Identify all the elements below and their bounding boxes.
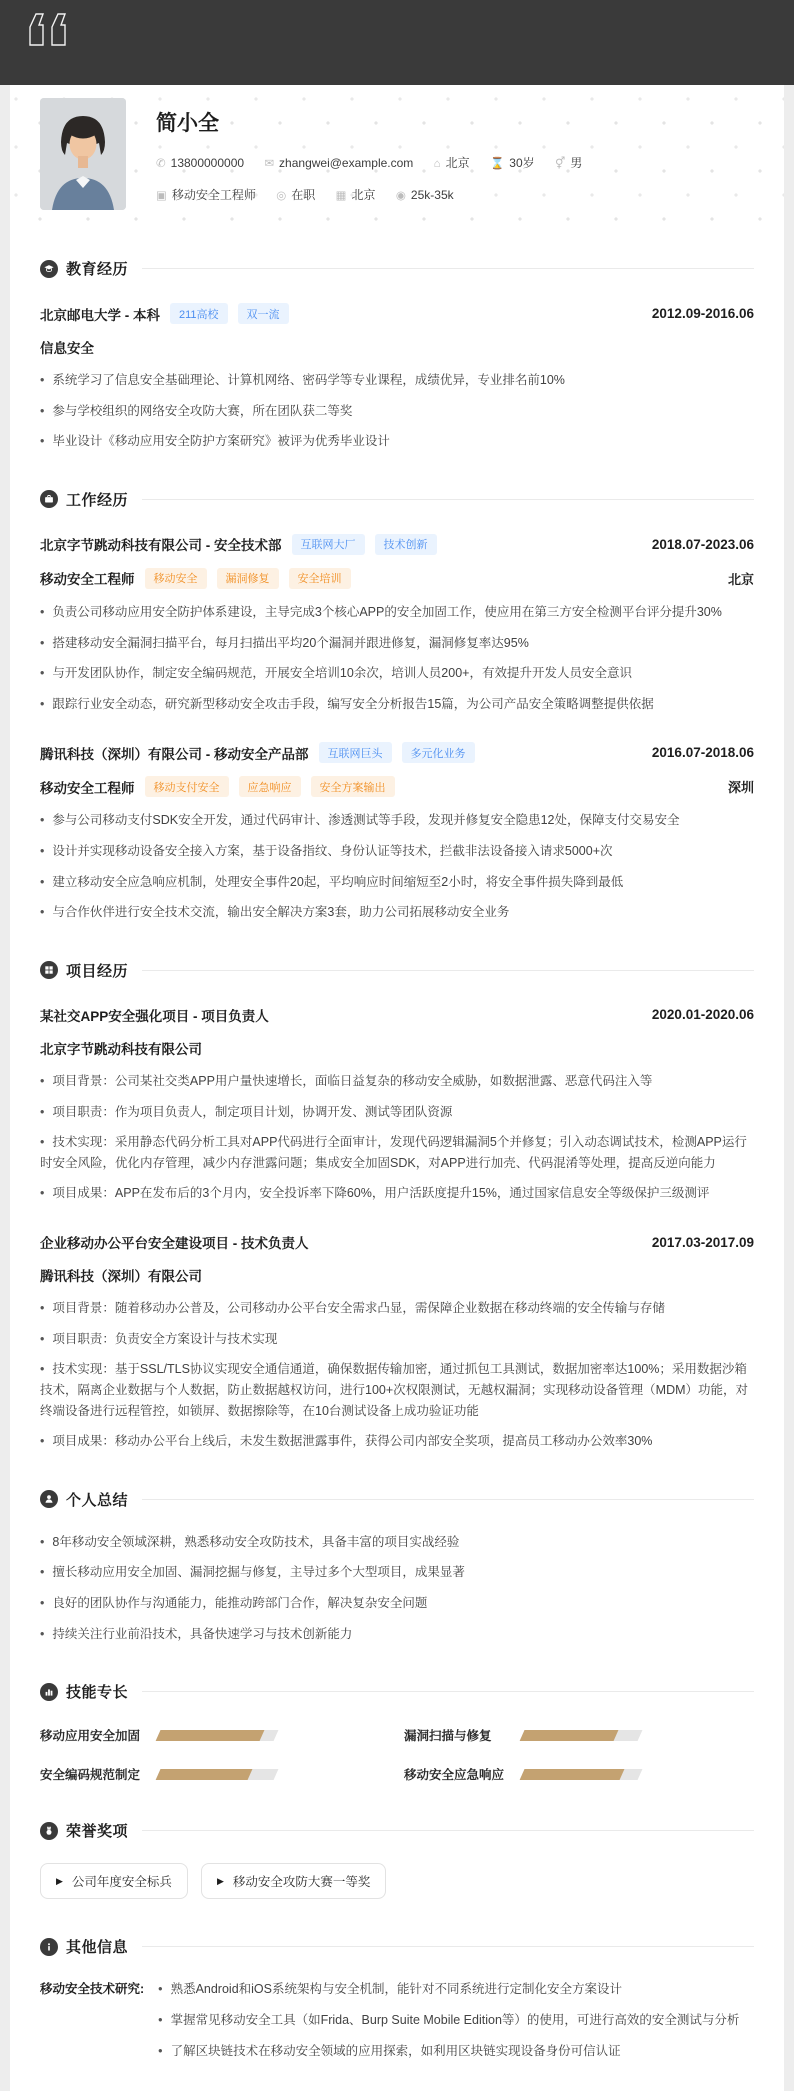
- contact-email: ✉ zhangwei@example.com: [264, 156, 414, 170]
- work-bullets: [40, 810, 754, 923]
- bullet-dot: •: [40, 635, 45, 650]
- job-title: 移动安全工程师: [40, 572, 135, 588]
- other-info-label: 移动安全技术研究:: [40, 1982, 145, 1997]
- section-divider: [142, 1830, 754, 1831]
- bullet-dot: •: [40, 874, 45, 889]
- section-title: 教育经历: [66, 261, 129, 278]
- bullet-dot: •: [158, 2012, 163, 2027]
- bullet-dot: •: [40, 434, 45, 449]
- section-header: [40, 960, 754, 981]
- quote-icon: [25, 12, 71, 55]
- skill-bar: [520, 1769, 643, 1780]
- top-dark-band: [0, 0, 794, 85]
- contact-salary: ◉ 25k-35k: [395, 188, 454, 202]
- phone-icon: ✆: [156, 158, 166, 170]
- section-header: [40, 1681, 754, 1702]
- role-tag: 移动支付安全: [145, 776, 229, 797]
- section-other: [40, 1936, 754, 2061]
- project-grid-icon: [40, 961, 58, 979]
- section-divider: [142, 1946, 754, 1947]
- skill-item: [404, 1726, 740, 1744]
- skill-bar: [156, 1730, 279, 1741]
- hero-section: [10, 85, 784, 240]
- summary-bullets: [40, 1532, 754, 1645]
- bullet-dot: •: [40, 813, 45, 828]
- role-tag: 应急响应: [239, 776, 301, 797]
- contact-row-2: [156, 186, 599, 203]
- company-tag: 互联网巨头: [319, 742, 392, 763]
- skill-item: [40, 1726, 376, 1744]
- bullet-item: • 项目职责：负责安全方案设计与技术实现: [40, 1331, 278, 1346]
- bullet-dot: •: [40, 1073, 45, 1088]
- contact-phone: ✆ 13800000000: [156, 156, 245, 170]
- skill-item: [40, 1765, 376, 1783]
- bullet-item: • 负责公司移动应用安全防护体系建设，主导完成3个核心APP的安全加固工作，使应用在第三方安全检测平台评分提升30%: [40, 604, 722, 619]
- education-icon: [40, 260, 58, 278]
- section-header: [40, 1820, 754, 1841]
- section-title: 技能专长: [66, 1684, 129, 1702]
- bullet-item: • 技术实现：基于SSL/TLS协议实现安全通信通道，确保数据传输加密，通过抓包工具测试，数据加密率达100%；采用数据沙箱技术，隔离企业数据与个人数据，防止数据越权访问，进行100+次权限测试，无越权漏洞；实现移动设备管理（MDM）功能，对终端设备进行远程管控，如锁屏、数据擦除等，在10台测试设备上成功验证功能: [40, 1362, 749, 1418]
- skills-grid: [40, 1726, 754, 1783]
- skill-bar-fill: [520, 1730, 619, 1741]
- company-name: 北京字节跳动科技有限公司 - 安全技术部: [40, 538, 282, 554]
- bullet-item: • 熟悉Android和iOS系统架构与安全机制，能针对不同系统进行定制化安全方案设计: [158, 1982, 622, 1997]
- skill-bar-fill: [520, 1769, 625, 1780]
- bullet-item: • 擅长移动应用安全加固、漏洞挖掘与修复，主导过多个大型项目，成果显著: [40, 1565, 465, 1580]
- skill-label: 漏洞扫描与修复: [404, 1729, 492, 1744]
- bullet-dot: •: [40, 1565, 45, 1580]
- other-info-row: [40, 1979, 754, 2061]
- bullet-item: • 项目职责：作为项目负责人，制定项目计划，协调开发、测试等团队资源: [40, 1104, 453, 1119]
- gender-icon: ⚥: [554, 158, 566, 170]
- section-honors: [40, 1820, 754, 1899]
- mail-icon: ✉: [264, 158, 275, 170]
- bullet-item: • 参与学校组织的网络安全攻防大赛，所在团队获二等奖: [40, 403, 353, 418]
- contact-age: ⌛ 30岁: [489, 156, 535, 170]
- bullet-dot: •: [40, 696, 45, 711]
- role-tag: 移动安全: [145, 568, 207, 589]
- profile-photo: [40, 98, 126, 210]
- bullet-dot: •: [40, 1331, 45, 1346]
- bullet-dot: •: [158, 1982, 163, 1997]
- briefcase-icon: ▣: [156, 190, 167, 202]
- section-divider: [142, 268, 754, 269]
- project-company: 北京字节跳动科技有限公司: [40, 1041, 202, 1057]
- status-icon: ◎: [276, 190, 287, 202]
- section-header: [40, 258, 754, 279]
- bar-chart-icon: [40, 1683, 58, 1701]
- bullet-dot: •: [40, 403, 45, 418]
- major-name: 信息安全: [40, 341, 94, 356]
- section-divider: [142, 1691, 754, 1692]
- play-arrow-icon: ▶: [216, 1875, 224, 1886]
- bullet-item: • 持续关注行业前沿技术，具备快速学习与技术创新能力: [40, 1626, 353, 1641]
- resume-content: [10, 258, 784, 2091]
- project-company: 腾讯科技（深圳）有限公司: [40, 1269, 202, 1284]
- skill-bar-fill: [156, 1730, 265, 1741]
- section-title: 其他信息: [66, 1939, 129, 1957]
- work-entry: [40, 742, 754, 923]
- bullet-dot: •: [40, 905, 45, 920]
- section-header: [40, 1936, 754, 1957]
- contact-status: ◎ 在职: [276, 188, 316, 202]
- skill-label: 移动安全应急响应: [404, 1768, 505, 1783]
- project-entry: [40, 1005, 754, 1204]
- skill-bar-fill: [156, 1769, 253, 1780]
- education-date: 2012.09-2016.06: [651, 306, 754, 321]
- home-icon: ⌂: [433, 158, 441, 170]
- bullet-item: • 搭建移动安全漏洞扫描平台，每月扫描出平均20个漏洞并跟进修复，漏洞修复率达95%: [40, 635, 529, 650]
- section-header: [40, 1489, 754, 1510]
- company-tag: 多元化业务: [402, 742, 475, 763]
- bullet-dot: •: [40, 1104, 45, 1119]
- bullet-dot: •: [40, 1362, 45, 1377]
- bullet-item: • 良好的团队协作与沟通能力，能推动跨部门合作，解决复杂安全问题: [40, 1596, 428, 1610]
- section-title: 工作经历: [66, 491, 129, 509]
- bullet-item: • 毕业设计《移动应用安全防护方案研究》被评为优秀毕业设计: [40, 434, 390, 449]
- work-bullets: [40, 602, 754, 715]
- bullet-item: • 项目成果：APP在发布后的3个月内，安全投诉率下降60%，用户活跃度提升15%，通过国家信息安全等级保护三级测评: [40, 1186, 710, 1201]
- bullet-item: • 8年移动安全领域深耕，熟悉移动安全攻防技术，具备丰富的项目实战经验: [40, 1534, 460, 1549]
- bullet-dot: •: [40, 373, 45, 387]
- project-bullets: [40, 1071, 754, 1204]
- other-bullets: [158, 1979, 754, 2061]
- contact-position: ▣ 移动安全工程师: [156, 188, 256, 202]
- company-name: 腾讯科技（深圳）有限公司 - 移动安全产品部: [40, 746, 309, 762]
- age-icon: ⌛: [489, 158, 505, 170]
- bullet-item: • 与合作伙伴进行安全技术交流，输出安全解决方案3套，助力公司拓展移动安全业务: [40, 905, 510, 920]
- bullet-dot: •: [40, 844, 45, 858]
- school-tag: 211高校: [170, 303, 228, 324]
- project-name: 企业移动办公平台安全建设项目 - 技术负责人: [40, 1236, 309, 1251]
- info-icon: [40, 1938, 58, 1956]
- section-education: [40, 258, 754, 452]
- company-tag: 互联网大厂: [292, 534, 365, 555]
- work-location: 北京: [727, 571, 754, 587]
- bullet-item: • 跟踪行业安全动态，研究新型移动安全攻击手段，编写安全分析报告15篇，为公司产品安全策略调整提供依据: [40, 696, 654, 711]
- work-entry: [40, 534, 754, 715]
- bullet-dot: •: [40, 1301, 45, 1315]
- work-location: 深圳: [727, 780, 754, 796]
- skill-label: 安全编码规范制定: [40, 1768, 141, 1783]
- bullet-dot: •: [40, 1534, 45, 1549]
- play-arrow-icon: ▶: [56, 1875, 63, 1886]
- bullet-dot: •: [40, 1596, 45, 1610]
- school-tag: 双一流: [238, 303, 289, 324]
- bullet-item: • 掌握常见移动安全工具（如Frida、Burp Suite Mobile Edition等）的使用，可进行高效的安全测试与分析: [158, 2012, 740, 2027]
- resume-card: [10, 85, 784, 2091]
- work-date: 2016.07-2018.06: [651, 745, 754, 761]
- honor-badges: [40, 1863, 754, 1899]
- medal-icon: [40, 1822, 58, 1840]
- section-title: 项目经历: [66, 962, 129, 980]
- bullet-item: • 系统学习了信息安全基础理论、计算机网络、密码学等专业课程，成绩优异，专业排名前10%: [40, 373, 565, 387]
- project-name: 某社交APP安全强化项目 - 项目负责人: [40, 1008, 269, 1024]
- bullet-dot: •: [40, 666, 45, 681]
- bullet-item: • 项目背景：公司某社交类APP用户量快速增长，面临日益复杂的移动安全威胁，如数据泄露、恶意代码注入等: [40, 1073, 653, 1088]
- education-bullets: [40, 370, 754, 452]
- section-header: [40, 489, 754, 510]
- bullet-item: • 参与公司移动支付SDK安全开发，通过代码审计、渗透测试等手段，发现并修复安全隐患12处，保障支付交易安全: [40, 813, 680, 828]
- bullet-item: • 项目背景：随着移动办公普及，公司移动办公平台安全需求凸显，需保障企业数据在移动终端的安全传输与存储: [40, 1301, 665, 1315]
- person-icon: [40, 1490, 58, 1508]
- contact-row-1: [156, 154, 599, 171]
- skill-label: 移动应用安全加固: [40, 1729, 141, 1744]
- bullet-item: • 了解区块链技术在移动安全领域的应用探索，如利用区块链实现设备身份可信认证: [158, 2043, 621, 2058]
- building-icon: ▦: [335, 190, 347, 202]
- briefcase-section-icon: [40, 490, 58, 508]
- hero-info: [156, 98, 599, 218]
- contact-gender: ⚥ 男: [554, 156, 583, 170]
- education-entry: [40, 303, 754, 452]
- section-skills: [40, 1681, 754, 1783]
- school-name: 北京邮电大学 - 本科: [40, 307, 160, 323]
- bullet-dot: •: [40, 1434, 45, 1449]
- bullet-item: • 建立移动安全应急响应机制，处理安全事件20起，平均响应时间缩短至2小时，将安全事件损失降到最低: [40, 874, 624, 889]
- bullet-dot: •: [40, 1626, 45, 1641]
- company-tag: 技术创新: [375, 534, 437, 555]
- skill-item: [404, 1765, 740, 1783]
- bullet-item: • 与开发团队协作，制定安全编码规范，开展安全培训10余次，培训人员200+，有效提升开发人员安全意识: [40, 666, 632, 681]
- work-date: 2018.07-2023.06: [651, 536, 754, 552]
- honor-badge: ▶ 公司年度安全标兵: [40, 1863, 188, 1899]
- section-divider: [142, 970, 754, 971]
- bullet-item: • 设计并实现移动设备安全接入方案，基于设备指纹、身份认证等技术，拦截非法设备接入请求5000+次: [40, 844, 613, 858]
- honor-badge: ▶ 移动安全攻防大赛一等奖: [201, 1863, 386, 1899]
- skill-bar: [156, 1769, 279, 1780]
- candidate-name: 简小全: [156, 112, 219, 135]
- role-tag: 安全方案输出: [311, 776, 395, 797]
- job-title: 移动安全工程师: [40, 780, 135, 796]
- project-entry: [40, 1232, 754, 1452]
- contact-location: ⌂ 北京: [433, 156, 470, 170]
- project-date: 2020.01-2020.06: [651, 1007, 754, 1023]
- bullet-dot: •: [40, 1135, 45, 1150]
- role-tag: 安全培训: [289, 568, 351, 589]
- section-divider: [142, 499, 754, 500]
- section-summary: [40, 1489, 754, 1645]
- salary-icon: ◉: [395, 190, 406, 202]
- section-projects: [40, 960, 754, 1452]
- section-title: 荣誉奖项: [66, 1823, 129, 1841]
- bullet-item: • 项目成果：移动办公平台上线后，未发生数据泄露事件，获得公司内部安全奖项，提高员工移动办公效率30%: [40, 1434, 653, 1449]
- bullet-item: • 技术实现：采用静态代码分析工具对APP代码进行全面审计，发现代码逻辑漏洞5个并修复；引入动态调试技术，检测APP运行时安全风险，优化内存管理，减少内存泄露问题；集成安全加固SDK，对APP进行加壳、代码混淆等处理，提高反逆向能力: [40, 1135, 747, 1170]
- project-bullets: [40, 1298, 754, 1452]
- bullet-dot: •: [158, 2043, 163, 2058]
- project-date: 2017.03-2017.09: [651, 1234, 754, 1250]
- section-title: 个人总结: [66, 1491, 129, 1509]
- bullet-dot: •: [40, 1186, 45, 1201]
- section-work: [40, 489, 754, 923]
- bullet-dot: •: [40, 604, 45, 619]
- section-divider: [142, 1499, 754, 1500]
- role-tag: 漏洞修复: [217, 568, 279, 589]
- contact-city: ▦ 北京: [335, 188, 376, 202]
- skill-bar: [520, 1730, 643, 1741]
